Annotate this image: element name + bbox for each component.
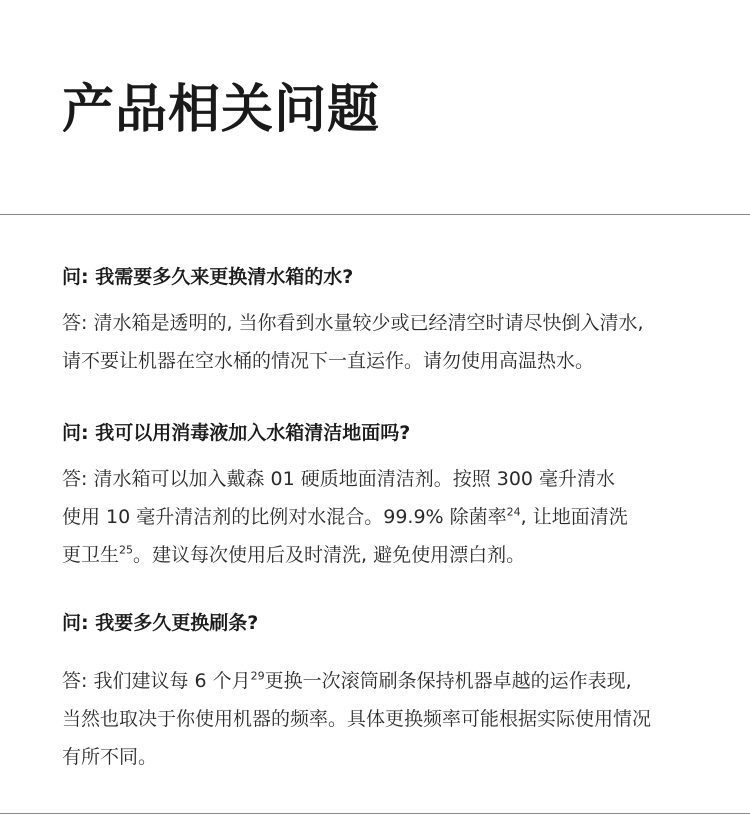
faq-question: 问: 我需要多久来更换清水箱的水? [62, 266, 354, 288]
answer-line: 答: 清水箱可以加入戴森 01 硬质地面清洁剂。按照 300 毫升清水 [62, 468, 616, 490]
footnote-marker: 24 [506, 505, 521, 519]
faq-item [62, 608, 722, 776]
answer-line: 答: 清水箱是透明的, 当你看到水量较少或已经清空时请尽快倒入清水, [62, 312, 644, 334]
header-section [0, 0, 750, 215]
answer-line: 有所不同。 [62, 746, 158, 768]
answer-text: 答: 我们建议每 6 个月 [62, 670, 251, 692]
faq-answer [62, 662, 722, 776]
answer-text: , 让地面清洗 [520, 506, 628, 528]
answer-text: 更换一次滚筒刷条保持机器卓越的运作表现, [264, 670, 632, 692]
answer-text: 更卫生 [62, 544, 120, 566]
footnote-marker: 25 [119, 543, 134, 557]
answer-line: 当然也取决于你使用机器的频率。具体更换频率可能根据实际使用情况 [62, 708, 652, 730]
answer-line [62, 662, 722, 700]
footnote-marker: 29 [250, 669, 265, 683]
answer-text: 。建议每次使用后及时清洗, 避免使用漂白剂。 [133, 544, 526, 566]
bottom-divider [0, 813, 750, 814]
faq-answer [62, 460, 722, 574]
faq-item [62, 262, 722, 380]
faq-answer [62, 304, 722, 380]
faq-item [62, 418, 722, 574]
faq-question: 问: 我要多久更换刷条? [62, 612, 259, 634]
answer-text: 使用 10 毫升清洁剂的比例对水混合。99.9% 除菌率 [62, 506, 507, 528]
answer-line: 请不要让机器在空水桶的情况下一直运作。请勿使用高温热水。 [62, 350, 595, 372]
answer-line [62, 498, 722, 536]
answer-line [62, 536, 722, 574]
faq-question: 问: 我可以用消毒液加入水箱清洁地面吗? [62, 422, 411, 444]
page-title: 产品相关问题 [62, 80, 381, 140]
